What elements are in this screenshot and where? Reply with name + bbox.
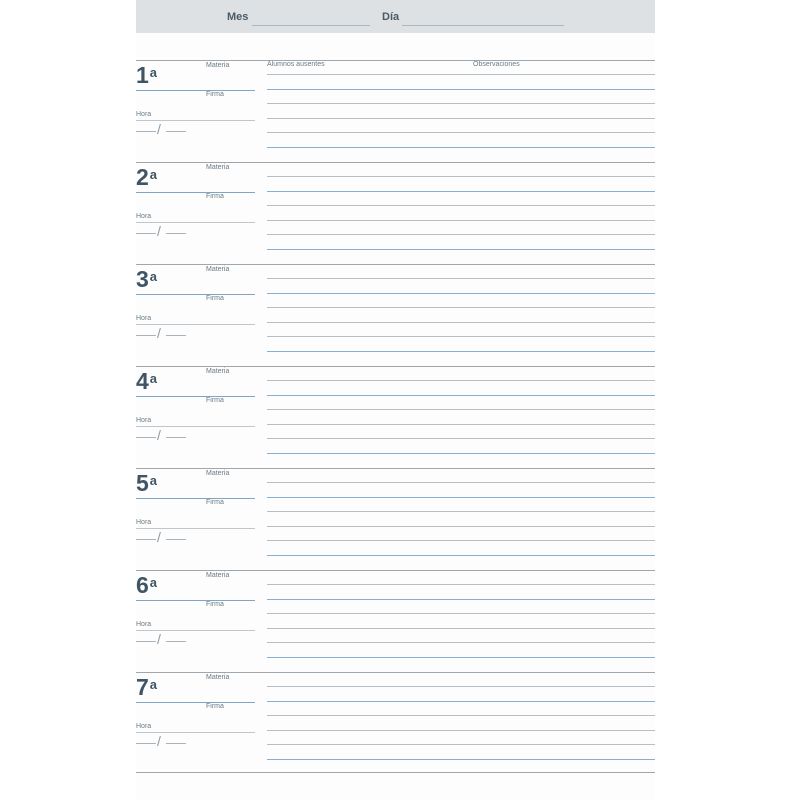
period-number-suffix: a xyxy=(149,371,158,386)
minute-field[interactable] xyxy=(166,335,186,336)
notes-writing-line[interactable] xyxy=(267,424,655,425)
period-number-suffix: a xyxy=(149,575,158,590)
notes-writing-line[interactable] xyxy=(267,89,655,90)
signature-label: Firma xyxy=(206,499,224,506)
time-label: Hora xyxy=(136,111,152,118)
time-label: Hora xyxy=(136,417,152,424)
minute-field[interactable] xyxy=(166,131,186,132)
notes-writing-line[interactable] xyxy=(267,278,655,279)
signature-field[interactable] xyxy=(136,426,255,427)
notes-writing-line[interactable] xyxy=(267,322,655,323)
notes-writing-line[interactable] xyxy=(267,759,655,760)
notes-writing-line[interactable] xyxy=(267,205,655,206)
notes-writing-line[interactable] xyxy=(267,147,655,148)
notes-writing-line[interactable] xyxy=(267,395,655,396)
subject-label: Materia xyxy=(206,62,230,69)
signature-label: Firma xyxy=(206,703,224,710)
notes-writing-line[interactable] xyxy=(267,351,655,352)
subject-label: Materia xyxy=(206,572,230,579)
time-separator: / xyxy=(157,631,161,647)
period-block xyxy=(136,162,655,264)
period-number-digit: 7 xyxy=(136,674,149,700)
period-number xyxy=(136,266,157,292)
notes-writing-line[interactable] xyxy=(267,191,655,192)
period-number-suffix: a xyxy=(149,677,158,692)
signature-label: Firma xyxy=(206,397,224,404)
notes-writing-line[interactable] xyxy=(267,526,655,527)
period-divider xyxy=(136,60,655,61)
notes-writing-line[interactable] xyxy=(267,657,655,658)
subject-label: Materia xyxy=(206,470,230,477)
notes-writing-line[interactable] xyxy=(267,453,655,454)
notes-writing-line[interactable] xyxy=(267,511,655,512)
subject-field[interactable] xyxy=(136,396,255,397)
notes-writing-line[interactable] xyxy=(267,628,655,629)
time-label: Hora xyxy=(136,213,152,220)
signature-field[interactable] xyxy=(136,120,255,121)
hour-field[interactable] xyxy=(136,335,156,336)
time-separator: / xyxy=(157,427,161,443)
period-number xyxy=(136,368,157,394)
day-label: Día xyxy=(382,11,400,23)
notes-writing-line[interactable] xyxy=(267,482,655,483)
period-number xyxy=(136,62,157,88)
period-divider xyxy=(136,162,655,163)
period-number-suffix: a xyxy=(149,269,158,284)
hour-field[interactable] xyxy=(136,233,156,234)
period-block xyxy=(136,60,655,162)
period-number-suffix: a xyxy=(149,65,158,80)
notes-writing-line[interactable] xyxy=(267,701,655,702)
notes-writing-line[interactable] xyxy=(267,234,655,235)
time-separator: / xyxy=(157,121,161,137)
time-label: Hora xyxy=(136,519,152,526)
subject-field[interactable] xyxy=(136,192,255,193)
minute-field[interactable] xyxy=(166,641,186,642)
period-divider xyxy=(136,468,655,469)
notes-writing-line[interactable] xyxy=(267,555,655,556)
signature-field[interactable] xyxy=(136,630,255,631)
signature-label: Firma xyxy=(206,91,224,98)
period-block xyxy=(136,570,655,672)
subject-label: Materia xyxy=(206,164,230,171)
time-separator: / xyxy=(157,733,161,749)
period-number-suffix: a xyxy=(149,167,158,182)
period-number-digit: 5 xyxy=(136,470,149,496)
notes-writing-line[interactable] xyxy=(267,584,655,585)
period-number-digit: 1 xyxy=(136,62,149,88)
month-label: Mes xyxy=(227,11,249,23)
minute-field[interactable] xyxy=(166,233,186,234)
period-number-digit: 4 xyxy=(136,368,149,394)
subject-field[interactable] xyxy=(136,498,255,499)
period-block xyxy=(136,672,655,774)
signature-label: Firma xyxy=(206,295,224,302)
notes-writing-line[interactable] xyxy=(267,293,655,294)
notes-writing-line[interactable] xyxy=(267,744,655,745)
page-bottom-line xyxy=(136,772,655,773)
time-label: Hora xyxy=(136,723,152,730)
notes-writing-line[interactable] xyxy=(267,336,655,337)
notes-writing-line[interactable] xyxy=(267,307,655,308)
subject-field[interactable] xyxy=(136,90,255,91)
period-divider xyxy=(136,366,655,367)
signature-field[interactable] xyxy=(136,528,255,529)
hour-field[interactable] xyxy=(136,131,156,132)
subject-label: Materia xyxy=(206,266,230,273)
period-block xyxy=(136,264,655,366)
notes-writing-line[interactable] xyxy=(267,132,655,133)
period-number xyxy=(136,164,157,190)
notes-writing-line[interactable] xyxy=(267,438,655,439)
notes-writing-line[interactable] xyxy=(267,220,655,221)
notes-writing-line[interactable] xyxy=(267,497,655,498)
period-number-suffix: a xyxy=(149,473,158,488)
period-number-digit: 6 xyxy=(136,572,149,598)
signature-label: Firma xyxy=(206,601,224,608)
period-number xyxy=(136,470,157,496)
period-number-digit: 3 xyxy=(136,266,149,292)
notes-writing-line[interactable] xyxy=(267,599,655,600)
period-divider xyxy=(136,672,655,673)
notes-writing-line[interactable] xyxy=(267,176,655,177)
signature-field[interactable] xyxy=(136,324,255,325)
observations-header: Observaciones xyxy=(473,61,520,68)
period-divider xyxy=(136,264,655,265)
hour-field[interactable] xyxy=(136,743,156,744)
subject-label: Materia xyxy=(206,674,230,681)
minute-field[interactable] xyxy=(166,539,186,540)
notes-writing-line[interactable] xyxy=(267,249,655,250)
time-label: Hora xyxy=(136,315,152,322)
notes-writing-line[interactable] xyxy=(267,642,655,643)
period-number-digit: 2 xyxy=(136,164,149,190)
notes-writing-line[interactable] xyxy=(267,118,655,119)
signature-field[interactable] xyxy=(136,222,255,223)
absent-students-header: Alumnos ausentes xyxy=(267,61,325,68)
minute-field[interactable] xyxy=(166,743,186,744)
notes-writing-line[interactable] xyxy=(267,686,655,687)
hour-field[interactable] xyxy=(136,437,156,438)
notes-writing-line[interactable] xyxy=(267,103,655,104)
time-label: Hora xyxy=(136,621,152,628)
notes-writing-line[interactable] xyxy=(267,409,655,410)
periods-list xyxy=(136,0,655,800)
notes-writing-line[interactable] xyxy=(267,613,655,614)
time-separator: / xyxy=(157,529,161,545)
time-separator: / xyxy=(157,223,161,239)
signature-label: Firma xyxy=(206,193,224,200)
time-separator: / xyxy=(157,325,161,341)
notes-writing-line[interactable] xyxy=(267,730,655,731)
period-number xyxy=(136,572,157,598)
notes-writing-line[interactable] xyxy=(267,540,655,541)
notes-writing-line[interactable] xyxy=(267,715,655,716)
hour-field[interactable] xyxy=(136,641,156,642)
period-number xyxy=(136,674,157,700)
subject-field[interactable] xyxy=(136,702,255,703)
period-divider xyxy=(136,570,655,571)
period-block xyxy=(136,366,655,468)
notes-writing-line[interactable] xyxy=(267,380,655,381)
subject-field[interactable] xyxy=(136,294,255,295)
minute-field[interactable] xyxy=(166,437,186,438)
hour-field[interactable] xyxy=(136,539,156,540)
notes-writing-line[interactable] xyxy=(267,74,655,75)
subject-field[interactable] xyxy=(136,600,255,601)
subject-label: Materia xyxy=(206,368,230,375)
signature-field[interactable] xyxy=(136,732,255,733)
period-block xyxy=(136,468,655,570)
